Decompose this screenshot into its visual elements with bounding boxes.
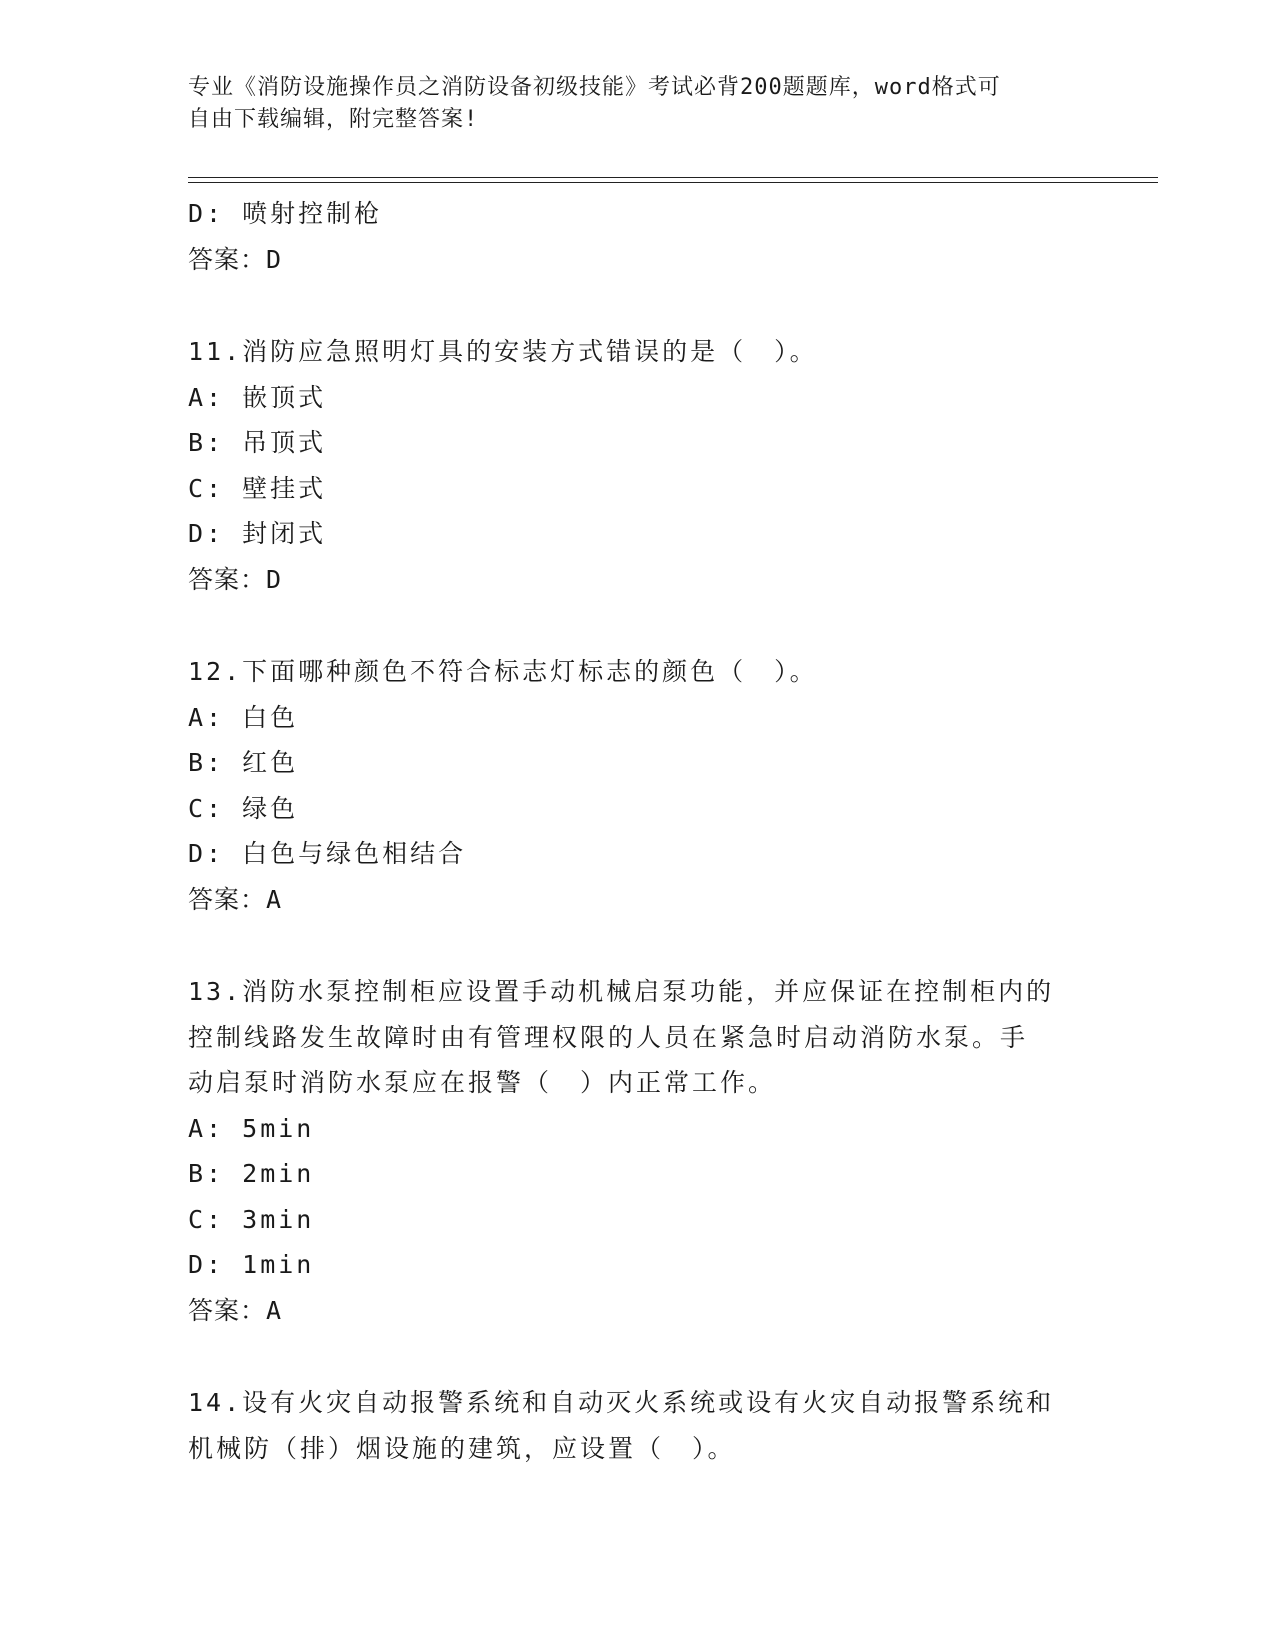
answer-line: 答案：D: [188, 564, 283, 594]
spacer: [188, 282, 1088, 329]
document-header: [188, 72, 1068, 136]
question-text: 控制线路发生故障时由有管理权限的人员在紧急时启动消防水泵。手: [188, 1022, 1029, 1052]
option-c: C: 壁挂式: [188, 473, 327, 503]
option-b: B: 红色: [188, 748, 299, 777]
option-b: B: 2min: [188, 1159, 315, 1188]
option-d: D: 喷射控制枪: [188, 199, 383, 228]
header-rule-bottom: [188, 182, 1158, 183]
answer-line: 答案：A: [188, 1295, 283, 1325]
header-line-1: 专业《消防设施操作员之消防设备初级技能》考试必背200题题库，word格式可: [188, 75, 1001, 100]
question-12: [188, 649, 1088, 922]
question-13: [188, 969, 1088, 1333]
question-text: 12.下面哪种颜色不符合标志灯标志的颜色（ ）。: [188, 657, 818, 686]
header-rule-top: [188, 177, 1158, 178]
option-d: D: 封闭式: [188, 519, 327, 548]
option-d: D: 白色与绿色相结合: [188, 839, 467, 868]
spacer: [188, 922, 1088, 969]
question-text: 11.消防应急照明灯具的安装方式错误的是（ ）。: [188, 337, 818, 366]
option-b: B: 吊顶式: [188, 428, 327, 457]
option-c: C: 绿色: [188, 793, 299, 823]
question-11: [188, 329, 1088, 602]
spacer: [188, 1333, 1088, 1380]
question-text: 机械防（排）烟设施的建筑，应设置（ ）。: [188, 1433, 736, 1463]
option-a: A: 嵌顶式: [188, 382, 327, 412]
header-line-2: 自由下载编辑，附完整答案!: [188, 107, 479, 132]
spacer: [188, 602, 1088, 649]
answer-line: 答案：D: [188, 244, 283, 274]
option-d: D: 1min: [188, 1250, 315, 1279]
document-body: [188, 191, 1088, 1471]
answer-line: 答案：A: [188, 884, 283, 914]
option-a: A: 白色: [188, 702, 299, 732]
question-text: 14.设有火灾自动报警系统和自动灭火系统或设有火灾自动报警系统和: [188, 1388, 1055, 1417]
question-text: 13.消防水泵控制柜应设置手动机械启泵功能，并应保证在控制柜内的: [188, 977, 1055, 1006]
option-c: C: 3min: [188, 1204, 315, 1234]
option-a: A: 5min: [188, 1113, 315, 1143]
question-text: 动启泵时消防水泵应在报警（ ）内正常工作。: [188, 1068, 777, 1097]
question-14: [188, 1380, 1088, 1471]
